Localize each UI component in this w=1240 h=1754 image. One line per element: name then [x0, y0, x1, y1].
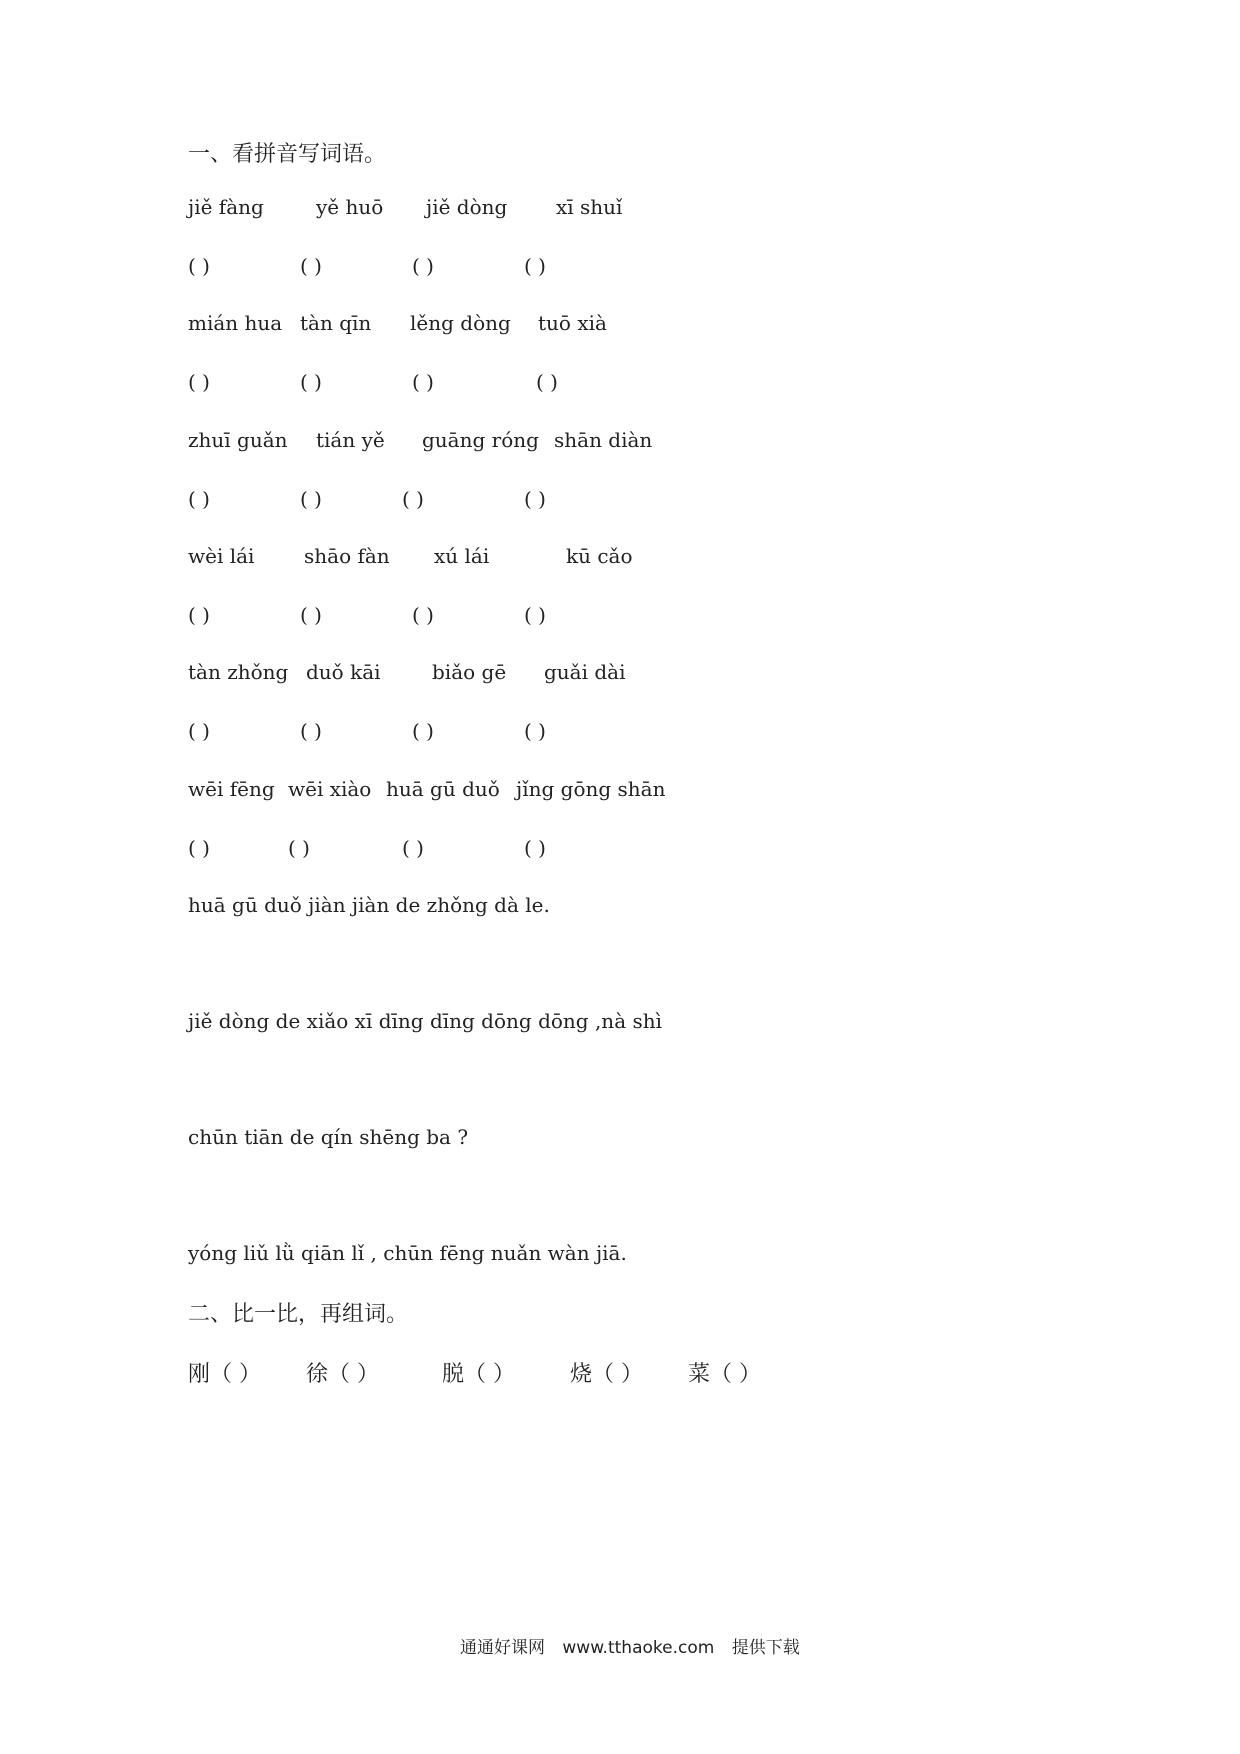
answer-blank[interactable]: ( ) — [524, 254, 546, 278]
pinyin-word: mián hua — [188, 311, 283, 335]
pinyin-word: guǎi dài — [544, 660, 626, 684]
pinyin-sentence: jiě dòng de xiǎo xī dīng dīng dōng dōng ,nà shì — [188, 1009, 663, 1033]
pinyin-word: shāo fàn — [304, 544, 390, 568]
answer-blank[interactable]: ( ) — [188, 719, 210, 743]
footer-url[interactable]: www.tthaoke.com — [562, 1638, 715, 1658]
pinyin-word: biǎo gē — [432, 660, 507, 684]
answer-blank[interactable]: ( ) — [188, 487, 210, 511]
pinyin-word: wēi fēng — [188, 777, 275, 801]
pinyin-word: xú lái — [434, 544, 490, 568]
pinyin-word: jǐng gōng shān — [516, 777, 666, 801]
answer-blank[interactable]: ( ) — [402, 836, 424, 860]
answer-blank[interactable]: ( ) — [524, 836, 546, 860]
answer-blank[interactable]: ( ) — [524, 487, 546, 511]
pinyin-word: kū cǎo — [566, 544, 633, 568]
pinyin-word: tàn zhǒng — [188, 660, 289, 684]
answer-blank[interactable]: ( ) — [412, 603, 434, 627]
answer-blank[interactable]: ( ) — [412, 254, 434, 278]
pinyin-word: huā gū duǒ — [386, 777, 500, 801]
answer-blank[interactable]: ( ) — [188, 836, 210, 860]
answer-blank[interactable]: ( ) — [524, 719, 546, 743]
answer-blank[interactable]: ( ) — [300, 254, 322, 278]
answer-blank[interactable]: ( ) — [188, 370, 210, 394]
answer-blank[interactable]: ( ) — [402, 487, 424, 511]
answer-blank[interactable]: ( ) — [412, 719, 434, 743]
answer-blank[interactable]: ( ) — [300, 719, 322, 743]
pinyin-word: xī shuǐ — [556, 195, 623, 219]
pinyin-word: wèi lái — [188, 544, 255, 568]
pinyin-word: zhuī guǎn — [188, 428, 288, 452]
pinyin-word: jiě fàng — [188, 195, 264, 219]
answer-blank[interactable]: ( ) — [188, 603, 210, 627]
section1-heading: 一、看拼音写词语。 — [188, 142, 387, 167]
pinyin-word: guāng róng — [422, 428, 539, 452]
pinyin-word: tián yě — [316, 428, 385, 452]
answer-blank[interactable]: ( ) — [288, 836, 310, 860]
pinyin-word: yě huō — [316, 195, 384, 219]
pinyin-word: tàn qīn — [300, 311, 372, 335]
pinyin-sentence: huā gū duǒ jiàn jiàn de zhǒng dà le. — [188, 893, 550, 917]
answer-blank[interactable]: ( ) — [188, 254, 210, 278]
answer-blank[interactable]: ( ) — [300, 603, 322, 627]
footer — [460, 1633, 812, 1658]
pinyin-word: tuō xià — [538, 311, 607, 335]
footer-note: 提供下载 — [731, 1638, 800, 1658]
answer-blank[interactable]: ( ) — [300, 370, 322, 394]
section2-heading: 二、比一比，再组词。 — [188, 1302, 409, 1327]
pinyin-sentence: yóng liǔ lǜ qiān lǐ , chūn fēng nuǎn wàn jiā. — [188, 1241, 627, 1265]
pinyin-sentence: chūn tiān de qín shēng ba ? — [188, 1125, 469, 1149]
answer-blank[interactable]: ( ) — [524, 603, 546, 627]
footer-site: 通通好课网 — [460, 1638, 545, 1658]
pinyin-word: duǒ kāi — [306, 660, 381, 684]
compare-item[interactable]: 菜（ ） — [688, 1362, 761, 1387]
compare-item[interactable]: 烧（ ） — [570, 1362, 643, 1387]
answer-blank[interactable]: ( ) — [536, 370, 558, 394]
pinyin-word: shān diàn — [554, 428, 653, 452]
pinyin-word: wēi xiào — [288, 777, 372, 801]
pinyin-word: jiě dòng — [426, 195, 508, 219]
compare-item[interactable]: 脱（ ） — [442, 1362, 515, 1387]
answer-blank[interactable]: ( ) — [300, 487, 322, 511]
compare-item[interactable]: 刚（ ） — [188, 1362, 261, 1387]
compare-item[interactable]: 徐（ ） — [306, 1362, 379, 1387]
answer-blank[interactable]: ( ) — [412, 370, 434, 394]
pinyin-word: lěng dòng — [410, 311, 511, 335]
